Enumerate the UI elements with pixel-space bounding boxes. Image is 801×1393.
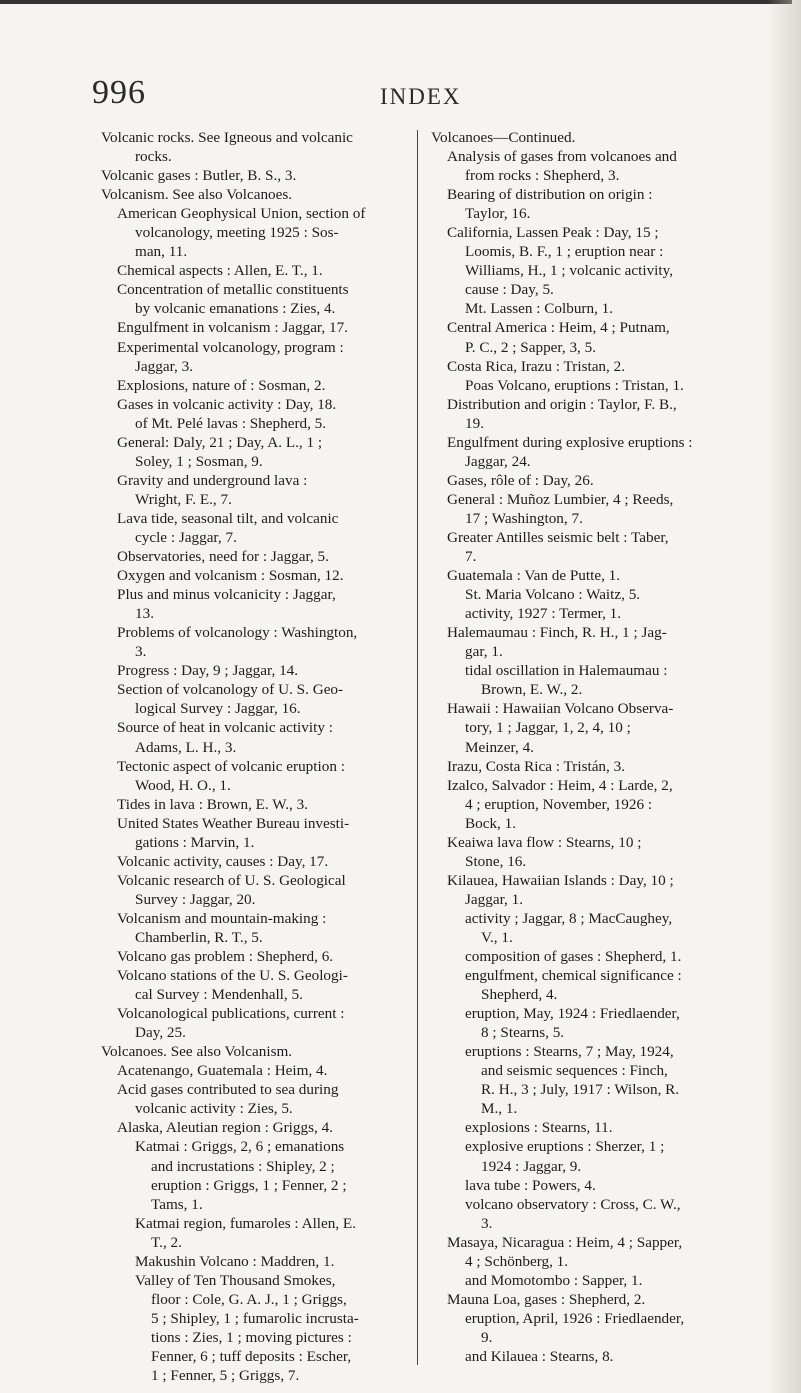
index-line: St. Maria Volcano : Waitz, 5.	[465, 586, 641, 604]
index-line: Izalco, Salvador : Heim, 4 : Larde, 2,	[447, 776, 673, 794]
index-line: General : Muñoz Lumbier, 4 ; Reeds,	[447, 490, 674, 508]
index-line: Volcano stations of the U. S. Geologi-	[117, 967, 348, 985]
index-line: Mt. Lassen : Colburn, 1.	[465, 300, 614, 318]
index-line: California, Lassen Peak : Day, 15 ;	[447, 224, 659, 242]
page-number: 996	[92, 74, 146, 111]
index-line: tory, 1 ; Jaggar, 1, 2, 4, 10 ;	[465, 719, 631, 737]
index-line: Volcanoes—Continued.	[431, 129, 576, 146]
index-line: Gases in volcanic activity : Day, 18.	[117, 395, 337, 413]
index-line: Survey : Jaggar, 20.	[135, 890, 256, 908]
index-line: Taylor, 16.	[465, 205, 531, 223]
top-rule	[0, 0, 792, 4]
index-line: explosions : Stearns, 11.	[465, 1119, 613, 1137]
index-line: Engulfment in volcanism : Jaggar, 17.	[117, 319, 348, 337]
index-line: of Mt. Pelé lavas : Shepherd, 5.	[135, 414, 327, 432]
index-line: Volcanism. See also Volcanoes.	[101, 186, 293, 204]
index-line: Greater Antilles seismic belt : Taber,	[447, 528, 669, 546]
running-head: INDEX	[380, 84, 462, 109]
index-line: from rocks : Shepherd, 3.	[465, 167, 620, 185]
index-line: Tides in lava : Brown, E. W., 3.	[117, 795, 308, 813]
index-line: Guatemala : Van de Putte, 1.	[447, 567, 621, 585]
index-line: Meinzer, 4.	[465, 738, 534, 756]
index-line: Irazu, Costa Rica : Tristán, 3.	[447, 757, 626, 775]
index-line: Distribution and origin : Taylor, F. B.,	[447, 395, 677, 413]
index-line: Costa Rica, Irazu : Tristan, 2.	[447, 357, 626, 375]
index-line: Volcano gas problem : Shepherd, 6.	[117, 948, 334, 966]
index-line: V., 1.	[481, 928, 513, 946]
index-line: 4 ; Schönberg, 1.	[465, 1252, 569, 1270]
index-line: Problems of volcanology : Washington,	[117, 624, 358, 642]
index-line: Section of volcanology of U. S. Geo-	[117, 681, 344, 699]
index-line: Hawaii : Hawaiian Volcano Observa-	[447, 700, 674, 718]
index-line: Williams, H., 1 ; volcanic activity,	[465, 262, 674, 280]
index-line: Chamberlin, R. T., 5.	[135, 928, 263, 946]
index-line: Adams, L. H., 3.	[135, 738, 237, 756]
index-line: eruption, April, 1926 : Friedlaender,	[465, 1309, 685, 1327]
index-line: Tectonic aspect of volcanic eruption :	[117, 757, 345, 775]
index-line: 4 ; eruption, November, 1926 :	[465, 795, 653, 813]
index-line: gar, 1.	[465, 643, 503, 661]
index-line: Chemical aspects : Allen, E. T., 1.	[117, 262, 323, 280]
index-line: Jaggar, 24.	[465, 452, 531, 470]
index-line: P. C., 2 ; Sapper, 3, 5.	[465, 338, 597, 356]
index-line: volcano observatory : Cross, C. W.,	[465, 1195, 681, 1213]
index-line: Lava tide, seasonal tilt, and volcanic	[117, 509, 339, 527]
index-line: Observatories, need for : Jaggar, 5.	[117, 548, 329, 566]
index-line: Masaya, Nicaragua : Heim, 4 ; Sapper,	[447, 1233, 683, 1251]
index-line: Volcanic activity, causes : Day, 17.	[117, 852, 329, 870]
index-line: tidal oscillation in Halemaumau :	[465, 662, 668, 680]
index-line: activity, 1927 : Termer, 1.	[465, 605, 622, 623]
index-line: Makushin Volcano : Maddren, 1.	[135, 1252, 335, 1270]
index-column-left	[101, 128, 406, 1385]
index-line: Progress : Day, 9 ; Jaggar, 14.	[117, 662, 299, 680]
index-line: logical Survey : Jaggar, 16.	[135, 700, 301, 718]
index-line: composition of gases : Shepherd, 1.	[465, 948, 682, 966]
index-line: Explosions, nature of : Sosman, 2.	[117, 376, 326, 394]
index-line: Fenner, 6 ; tuff deposits : Escher,	[151, 1348, 352, 1365]
index-line: 5 ; Shipley, 1 ; fumarolic incrusta-	[151, 1309, 359, 1327]
index-line: Volcanoes. See also Volcanism.	[101, 1043, 293, 1061]
index-line: explosive eruptions : Sherzer, 1 ;	[465, 1138, 665, 1156]
index-line: American Geophysical Union, section of	[117, 205, 366, 223]
index-line: Wood, H. O., 1.	[135, 776, 231, 794]
index-line: and incrustations : Shipley, 2 ;	[151, 1157, 335, 1175]
index-line: Stone, 16.	[465, 852, 527, 870]
index-line: Jaggar, 1.	[465, 890, 524, 908]
index-line: 1924 : Jaggar, 9.	[481, 1157, 582, 1175]
index-line: and Kilauea : Stearns, 8.	[465, 1348, 614, 1365]
index-line: Source of heat in volcanic activity :	[117, 719, 333, 737]
index-line: Acatenango, Guatemala : Heim, 4.	[117, 1062, 328, 1080]
index-line: Gravity and underground lava :	[117, 471, 308, 489]
index-line: Plus and minus volcanicity : Jaggar,	[117, 586, 336, 604]
index-line: cycle : Jaggar, 7.	[135, 528, 237, 546]
index-line: lava tube : Powers, 4.	[465, 1176, 596, 1194]
index-line: T., 2.	[151, 1233, 182, 1251]
index-line: Bearing of distribution on origin :	[447, 186, 653, 204]
index-line: Central America : Heim, 4 ; Putnam,	[447, 319, 670, 337]
index-line: Katmai : Griggs, 2, 6 ; emanations	[135, 1138, 345, 1156]
index-line: 7.	[465, 548, 477, 566]
index-line: activity ; Jaggar, 8 ; MacCaughey,	[465, 909, 673, 927]
index-line: rocks.	[135, 148, 172, 166]
index-line: Experimental volcanology, program :	[117, 338, 344, 356]
index-line: man, 11.	[135, 243, 188, 261]
index-line: 19.	[465, 414, 484, 432]
index-line: General: Daly, 21 ; Day, A. L., 1 ;	[117, 433, 323, 451]
index-line: 8 ; Stearns, 5.	[481, 1024, 565, 1042]
index-line: R. H., 3 ; July, 1917 : Wilson, R.	[481, 1081, 680, 1099]
index-line: Day, 25.	[135, 1024, 186, 1042]
index-line: Mauna Loa, gases : Shepherd, 2.	[447, 1290, 646, 1308]
index-line: Kilauea, Hawaiian Islands : Day, 10 ;	[447, 871, 674, 889]
column-divider	[417, 130, 418, 1365]
index-line: Tams, 1.	[151, 1195, 203, 1213]
index-line: Shepherd, 4.	[481, 986, 558, 1004]
index-line: Gases, rôle of : Day, 26.	[447, 471, 594, 489]
index-line: 1 ; Fenner, 5 ; Griggs, 7.	[151, 1367, 300, 1385]
page-edge-shadow	[767, 0, 801, 1393]
index-line: Valley of Ten Thousand Smokes,	[135, 1271, 336, 1289]
index-line: 3.	[481, 1214, 493, 1232]
index-line: Engulfment during explosive eruptions :	[447, 433, 693, 451]
page-header	[92, 74, 732, 114]
index-line: Loomis, B. F., 1 ; eruption near :	[465, 243, 664, 261]
index-line: 17 ; Washington, 7.	[465, 509, 583, 527]
index-line: Volcanic research of U. S. Geological	[117, 871, 346, 889]
index-line: United States Weather Bureau investi-	[117, 814, 350, 832]
index-line: Brown, E. W., 2.	[481, 681, 583, 699]
index-line: volcanology, meeting 1925 : Sos-	[135, 224, 339, 242]
index-line: Concentration of metallic constituents	[117, 281, 349, 299]
index-line: 9.	[481, 1328, 493, 1346]
index-line: Acid gases contributed to sea during	[117, 1081, 339, 1099]
index-line: Volcanic rocks. See Igneous and volcanic	[101, 129, 353, 146]
index-line: Katmai region, fumaroles : Allen, E.	[135, 1214, 357, 1232]
index-line: volcanic activity : Zies, 5.	[135, 1100, 293, 1118]
index-line: Wright, F. E., 7.	[135, 490, 232, 508]
index-line: Analysis of gases from volcanoes and	[447, 148, 677, 166]
index-line: Volcanological publications, current :	[117, 1005, 345, 1023]
index-line: and Momotombo : Sapper, 1.	[465, 1271, 643, 1289]
index-line: cause : Day, 5.	[465, 281, 554, 299]
index-line: Soley, 1 ; Sosman, 9.	[135, 452, 263, 470]
index-line: engulfment, chemical significance :	[465, 967, 682, 985]
index-line: cal Survey : Mendenhall, 5.	[135, 986, 303, 1004]
index-line: Poas Volcano, eruptions : Tristan, 1.	[465, 376, 684, 394]
index-line: Volcanic gases : Butler, B. S., 3.	[101, 167, 297, 185]
index-line: gations : Marvin, 1.	[135, 833, 255, 851]
index-line: M., 1.	[481, 1100, 518, 1118]
index-line: and seismic sequences : Finch,	[481, 1062, 668, 1080]
index-line: 3.	[135, 643, 147, 661]
index-line: floor : Cole, G. A. J., 1 ; Griggs,	[151, 1290, 347, 1308]
index-line: Volcanism and mountain-making :	[117, 909, 327, 927]
index-line: 13.	[135, 605, 154, 623]
index-column-right	[431, 128, 761, 1366]
index-line: tions : Zies, 1 ; moving pictures :	[151, 1328, 352, 1346]
index-line: eruptions : Stearns, 7 ; May, 1924,	[465, 1043, 674, 1061]
index-line: Halemaumau : Finch, R. H., 1 ; Jag-	[447, 624, 667, 642]
index-line: Keaiwa lava flow : Stearns, 10 ;	[447, 833, 642, 851]
index-line: eruption : Griggs, 1 ; Fenner, 2 ;	[151, 1176, 347, 1194]
index-line: Bock, 1.	[465, 814, 517, 832]
index-line: Jaggar, 3.	[135, 357, 194, 375]
index-line: Alaska, Aleutian region : Griggs, 4.	[117, 1119, 333, 1137]
index-line: by volcanic emanations : Zies, 4.	[135, 300, 336, 318]
index-line: eruption, May, 1924 : Friedlaender,	[465, 1005, 680, 1023]
index-line: Oxygen and volcanism : Sosman, 12.	[117, 567, 344, 585]
